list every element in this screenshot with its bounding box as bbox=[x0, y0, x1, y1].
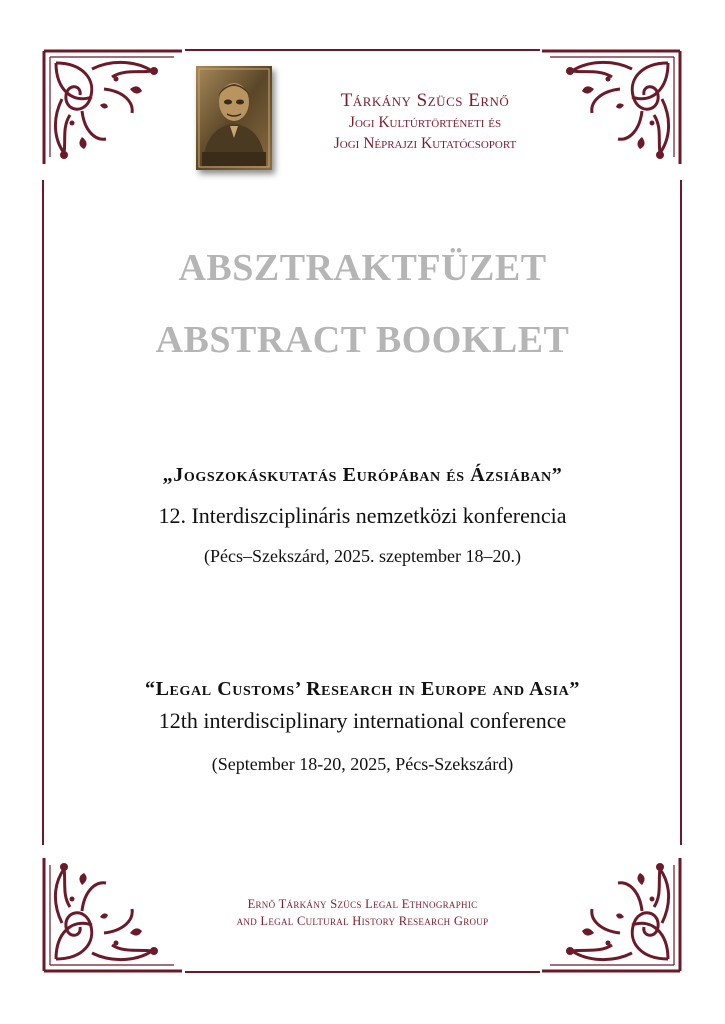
booklet-title-en: ABSTRACT BOOKLET bbox=[155, 319, 570, 361]
frame-bottom-line bbox=[185, 971, 540, 973]
corner-ornament-top-right bbox=[542, 49, 682, 164]
conference-title-hu: „Jogszokáskutatás Európában és Ázsiában” bbox=[162, 464, 563, 486]
portrait-plaque-image bbox=[196, 66, 272, 170]
footer-line-2: and Legal Cultural History Research Group bbox=[236, 914, 489, 928]
footer-research-group bbox=[0, 896, 725, 930]
research-group-line-2: Jogi Kultúrtörténeti és bbox=[348, 114, 502, 131]
research-group-line-3: Jogi Néprajzi Kutatócsoport bbox=[333, 135, 517, 152]
footer-line-1: Ernő Tárkány Szücs Legal Ethnographic bbox=[247, 897, 478, 911]
conference-subtitle-en: 12th interdisciplinary international conference bbox=[158, 708, 567, 733]
conference-date-hu: (Pécs–Szekszárd, 2025. szeptember 18–20.) bbox=[204, 546, 521, 566]
conference-subtitle-hu: 12. Interdiszciplináris nemzetközi konferencia bbox=[158, 503, 567, 528]
conference-title-en: “Legal Customs’ Research in Europe and Asia” bbox=[145, 678, 580, 700]
conference-date-en: (September 18-20, 2025, Pécs-Szekszárd) bbox=[211, 754, 514, 774]
frame-top-line bbox=[185, 49, 540, 51]
booklet-title-hu: ABSZTRAKTFÜZET bbox=[178, 247, 547, 289]
research-group-header bbox=[290, 90, 560, 154]
research-group-name: Tárkány Szücs Ernő bbox=[340, 90, 510, 111]
corner-ornament-top-left bbox=[42, 49, 182, 164]
